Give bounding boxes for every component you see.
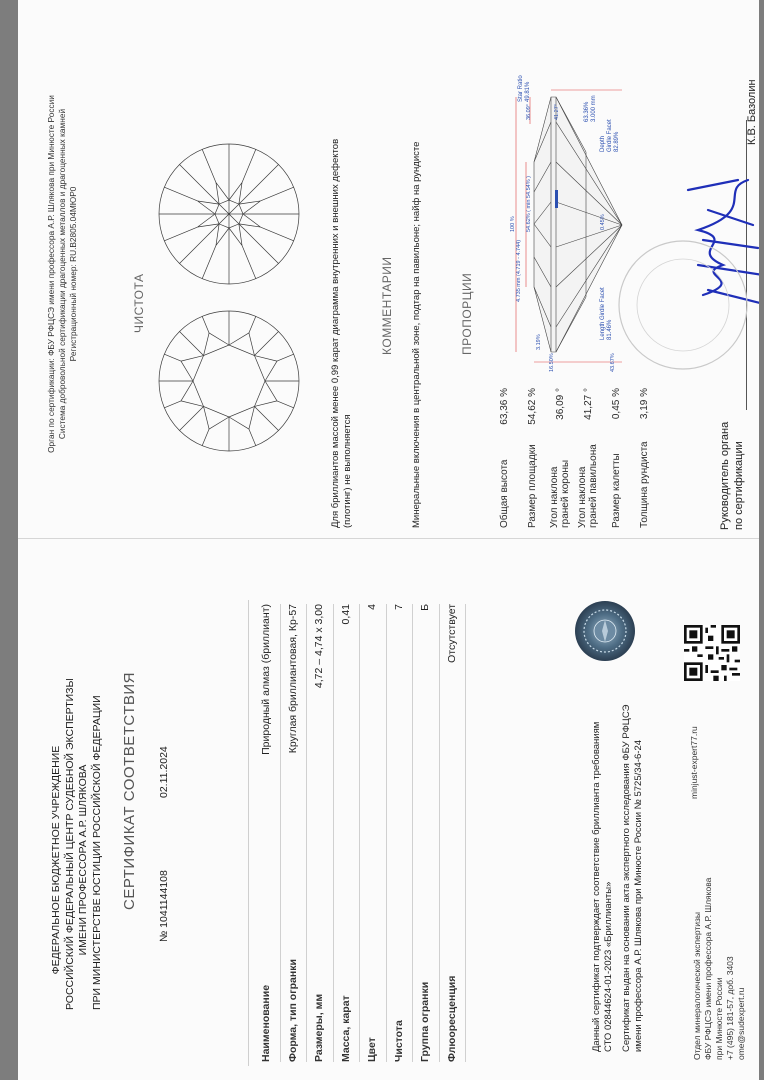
diagram-crown-angle: 36.09° xyxy=(526,104,532,120)
footer-contacts xyxy=(692,878,747,1060)
website-link[interactable]: minjust-expert77.ru xyxy=(689,726,699,799)
proportion-value: 36,09 ° xyxy=(554,388,566,420)
organization-header xyxy=(50,678,104,1010)
proportion-label: Размер площадки xyxy=(526,444,538,528)
property-label: Масса, карат xyxy=(339,995,352,1062)
fold-line xyxy=(18,538,759,539)
property-row xyxy=(360,604,387,1062)
cert-body-line-1: Орган по сертификации: ФБУ РФЦСЭ имени профессора А.Р. Шлякова при Минюсте России xyxy=(46,95,56,453)
property-value: 4,72 – 4,74 x 3,00 xyxy=(313,604,325,689)
clarity-note-line-1: Для бриллиантов массой менее 0,99 карат диаграмма внутренних и внешних дефектов xyxy=(330,138,341,528)
statement-line-4: имени профессора А.Р. Шлякова при Минюсте России № 5725/34-6-24 xyxy=(633,739,644,1052)
proportion-label: Общая высота xyxy=(498,459,510,528)
property-row xyxy=(254,604,281,1062)
certification-body xyxy=(46,68,79,480)
proportion-row xyxy=(490,388,518,528)
legend-length-label: Length Girdle Facet xyxy=(600,287,606,340)
footer-line-2: ФБУ РФЦСЭ имени профессора А.Р. Шлякова xyxy=(703,877,713,1060)
official-stamp xyxy=(613,235,753,375)
diagram-diameter: 4.735 mm (4.719 - 4.744) xyxy=(516,239,522,302)
signatory-name: К.В. Базолин xyxy=(746,79,758,145)
footer-email[interactable]: ome@sudexpert.ru xyxy=(736,987,746,1060)
proportion-row xyxy=(574,388,602,528)
comments-text: Минеральные включения в центральной зоне, подтар на павильоне; найф на рундисте xyxy=(411,141,422,528)
legend-length xyxy=(600,287,614,340)
footer-line-3: при Минюсте России xyxy=(714,977,724,1060)
proportion-label: Угол наклона граней павильона xyxy=(577,444,599,528)
diagram-girdle: 3.19% xyxy=(536,334,542,350)
legend-star-value: 49.81% xyxy=(525,81,531,102)
proportion-label: Угол наклона граней короны xyxy=(549,459,571,528)
signature-role-line-2: по сертификации xyxy=(733,441,745,530)
diagram-culet: 0.45% xyxy=(600,214,606,230)
org-line-1: ФЕДЕРАЛЬНОЕ БЮДЖЕТНОЕ УЧРЕЖДЕНИЕ xyxy=(50,745,62,975)
property-value: Б xyxy=(419,604,431,611)
proportions-table xyxy=(490,388,658,528)
diagram-crown-height: 16.50% xyxy=(549,353,555,372)
signature-role xyxy=(718,422,746,530)
legend-length-value: 81.46% xyxy=(607,319,613,340)
legend-depth-label: Depth xyxy=(600,135,606,152)
clarity-note xyxy=(330,98,354,528)
legend-star-label: Star Ratio xyxy=(518,75,524,102)
property-label: Чистота xyxy=(392,1020,405,1062)
statement-line-3: Сертификат выдан на основании акта экспертного исследования ФБУ РФЦСЭ xyxy=(621,704,632,1052)
legend-depth xyxy=(600,119,621,152)
clarity-title: ЧИСТОТА xyxy=(132,273,146,333)
proportion-row xyxy=(630,388,658,528)
clarity-diagram-crown xyxy=(155,307,303,455)
property-row xyxy=(281,604,308,1062)
legend-star xyxy=(518,75,532,102)
proportion-label: Толщина рундиста xyxy=(638,441,650,528)
footer-line-1: Отдел минералогической экспертизы xyxy=(692,911,702,1060)
compliance-statement xyxy=(591,632,645,1052)
proportion-value: 41,27 ° xyxy=(582,388,594,420)
property-value: Природный алмаз (бриллиант) xyxy=(260,604,272,755)
statement-line-1: Данный сертификат подтверждает соответствие бриллианта требованиям xyxy=(591,721,602,1052)
footer-line-4: +7 (495) 181-57, доб. 3403 xyxy=(725,956,735,1060)
certificate-date: 02.11.2024 xyxy=(158,746,170,798)
diagram-table: 54.62% ( min 54.54% ) xyxy=(526,176,532,232)
diagram-pavilion-angle: 41.27° xyxy=(554,104,560,120)
signature-role-line-1: Руководитель органа xyxy=(719,421,731,530)
property-row xyxy=(334,604,361,1062)
legend-depth-mm xyxy=(584,95,598,122)
clarity-diagram-pavilion xyxy=(155,140,303,288)
org-line-2: РОССИЙСКИЙ ФЕДЕРАЛЬНЫЙ ЦЕНТР СУДЕБНОЙ ЭКСПЕРТИЗЫ xyxy=(63,678,76,1010)
proportion-row xyxy=(602,388,630,528)
proportion-value: 0,45 % xyxy=(610,388,622,420)
property-value: 4 xyxy=(366,604,378,610)
comments-title: КОММЕНТАРИИ xyxy=(380,256,394,355)
legend-depth-value: 63.36% xyxy=(584,101,590,122)
certificate-title: СЕРТИФИКАТ СООТВЕТСТВИЯ xyxy=(121,672,138,910)
property-label: Группа огранки xyxy=(419,981,431,1062)
property-label: Размеры, мм xyxy=(313,993,325,1062)
property-row xyxy=(413,604,440,1062)
property-value: 0,41 xyxy=(339,604,352,625)
proportion-row xyxy=(518,388,546,528)
table-top-border xyxy=(248,600,249,1066)
property-row xyxy=(307,604,334,1062)
org-line-4: ПРИ МИНИСТЕРСТВЕ ЮСТИЦИИ РОССИЙСКОЙ ФЕДЕРАЦИИ xyxy=(90,695,103,1010)
proportion-label: Размер калетты xyxy=(610,453,622,528)
property-label: Флюоресценция xyxy=(445,975,458,1062)
diagram-pavilion-depth: 43.67% xyxy=(610,353,616,372)
certificate-number: № 1041144108 xyxy=(158,870,170,942)
hologram-seal xyxy=(574,600,636,662)
cert-body-line-3: Регистрационный номер: RU.В2805.04МЮР0 xyxy=(68,186,78,362)
proportion-row xyxy=(546,388,574,528)
proportions-title: ПРОПОРЦИИ xyxy=(460,272,474,355)
property-value: 7 xyxy=(392,604,405,610)
property-row xyxy=(440,604,467,1062)
properties-table xyxy=(254,604,466,1062)
property-label: Цвет xyxy=(366,1037,378,1062)
legend-girdle-facet-value: 82.89% xyxy=(614,131,620,152)
certificate-sheet xyxy=(18,0,759,1080)
proportion-value: 63,36 % xyxy=(498,388,510,425)
property-value: Отсутствует xyxy=(445,604,458,663)
proportion-value: 54,62 % xyxy=(526,388,538,425)
property-label: Наименование xyxy=(260,984,272,1062)
statement-line-2: СТО 02844624-01-2023 «Бриллианты» xyxy=(603,881,614,1052)
property-row xyxy=(387,604,414,1062)
legend-girdle-facet-label: Girdle Facet xyxy=(607,119,613,152)
qr-code xyxy=(684,625,740,681)
cert-body-line-2: Система добровольной сертификации драгоценных металлов и драгоценных камней xyxy=(57,108,67,440)
property-label: Форма, тип огранки xyxy=(286,959,299,1062)
legend-depth-mm-value: 3.000 mm xyxy=(591,95,597,122)
org-line-3: ИМЕНИ ПРОФЕССОРА А.Р. ШЛЯКОВА xyxy=(77,764,89,956)
property-value: Круглая бриллиантовая, Кр-57 xyxy=(286,604,299,754)
proportion-value: 3,19 % xyxy=(638,388,650,420)
clarity-note-line-2: (плотинг) не выполняется xyxy=(342,414,353,528)
diagram-diameter-pct: 100 % xyxy=(510,216,516,232)
